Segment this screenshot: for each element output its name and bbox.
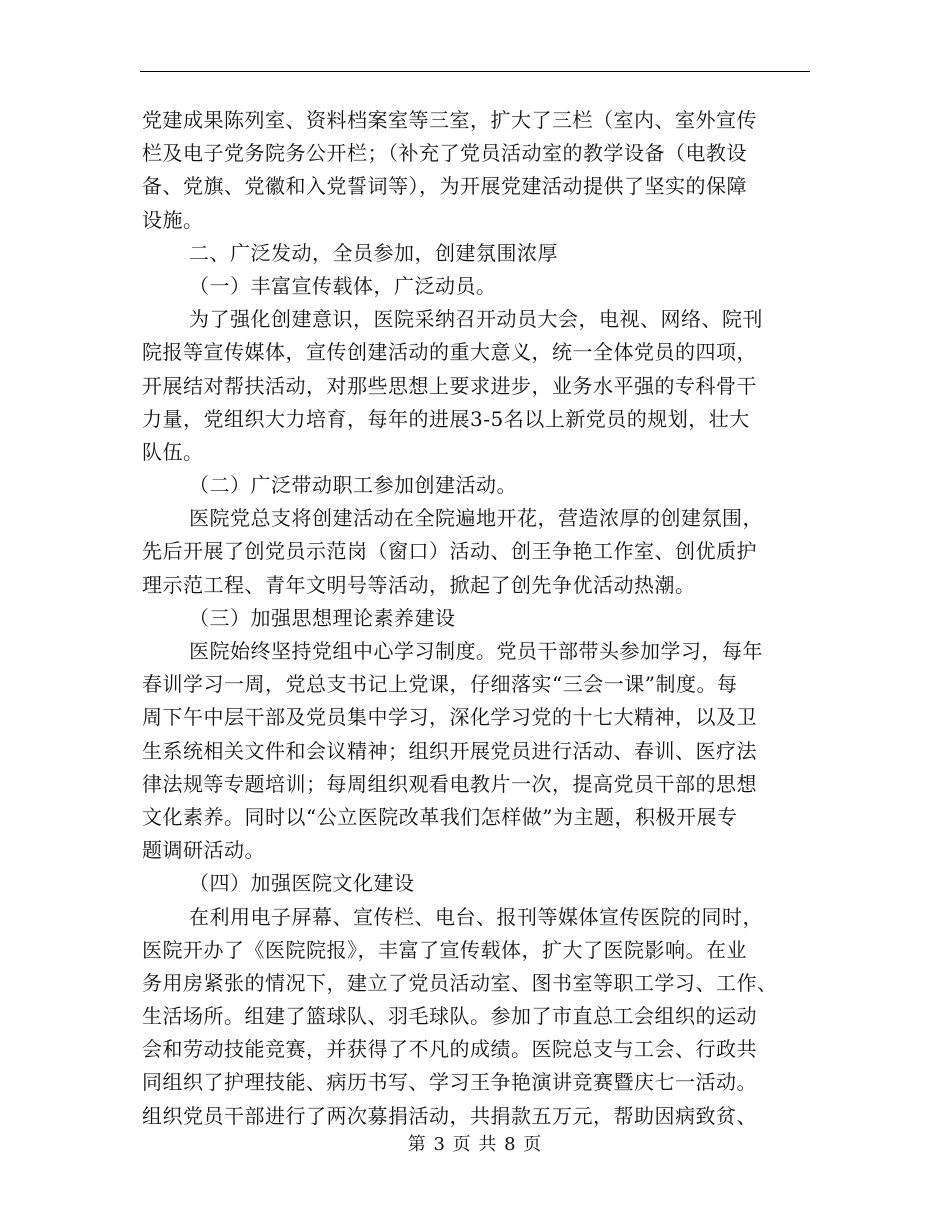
body-line: 在利用电子屏幕、宣传栏、电台、报刊等媒体宣传医院的同时，	[189, 904, 763, 929]
subsection-heading: （三）加强思想理论素养建设	[189, 605, 456, 630]
body-line: 备、党旗、党徽和入党誓词等），为开展党建活动提供了坚实的保障	[142, 174, 747, 199]
subsection-heading: （二）广泛带动职工参加创建活动。	[189, 473, 517, 498]
body-line: 务用房紧张的情况下，建立了党员活动室、图书室等职工学习、工作、	[142, 970, 778, 995]
body-line: 题调研活动。	[142, 838, 265, 863]
subsection-heading: （四）加强医院文化建设	[189, 871, 415, 896]
body-line: 栏及电子党务院务公开栏；（补充了党员活动室的教学设备（电教设	[142, 141, 747, 166]
section-heading: 二、广泛发动，全员参加，创建氛围浓厚	[189, 240, 558, 265]
body-line: 开展结对帮扶活动，对那些思想上要求进步，业务水平强的专科骨干	[142, 373, 757, 398]
body-line: 医院党总支将创建活动在全院遍地开花，营造浓厚的创建氛围，	[189, 506, 763, 531]
body-line: 组织党员干部进行了两次募捐活动，共捐款五万元，帮助因病致贫、	[142, 1103, 757, 1128]
body-line: 生活场所。组建了篮球队、羽毛球队。参加了市直总工会组织的运动	[142, 1004, 757, 1029]
body-line: 设施。	[142, 207, 204, 232]
body-line: 力量，党组织大力培育，每年的进展3-5名以上新党员的规划，壮大	[142, 406, 750, 431]
body-line: 院报等宣传媒体，宣传创建活动的重大意义，统一全体党员的四项，	[142, 340, 757, 365]
document-body	[142, 104, 810, 1133]
body-line: 同组织了护理技能、病历书写、学习王争艳演讲竞赛暨庆七一活动。	[142, 1070, 757, 1095]
body-line: 周下午中层干部及党员集中学习，深化学习党的十七大精神，以及卫	[142, 705, 757, 730]
body-line: 生系统相关文件和会议精神；组织开展党员进行活动、春训、医疗法	[142, 738, 757, 763]
body-line: 党建成果陈列室、资料档案室等三室，扩大了三栏（室内、室外宣传	[142, 108, 757, 132]
page-number-footer: 第 3 页 共 8 页	[407, 1134, 543, 1155]
subsection-heading: （一）丰富宣传载体，广泛动员。	[189, 273, 497, 298]
body-line: 律法规等专题培训；每周组织观看电教片一次，提高党员干部的思想	[142, 771, 757, 796]
body-line: 为了强化创建意识，医院采纳召开动员大会，电视、网络、院刊	[189, 307, 763, 332]
body-line: 医院开办了《医院院报》，丰富了宣传载体，扩大了医院影响。在业	[142, 937, 747, 962]
body-line: 文化素养。同时以“公立医院改革我们怎样做”为主题，积极开展专	[142, 804, 738, 829]
body-line: 理示范工程、青年文明号等活动，掀起了创先争优活动热潮。	[142, 572, 696, 597]
body-line: 先后开展了创党员示范岗（窗口）活动、创王争艳工作室、创优质护	[142, 539, 757, 564]
body-line: 医院始终坚持党组中心学习制度。党员干部带头参加学习，每年	[189, 639, 763, 663]
body-line: 队伍。	[142, 439, 204, 464]
header-rule	[140, 71, 810, 72]
body-line: 春训学习一周，党总支书记上党课，仔细落实“三会一课”制度。每	[142, 672, 738, 697]
body-line: 会和劳动技能竞赛，并获得了不凡的成绩。医院总支与工会、行政共	[142, 1037, 757, 1062]
